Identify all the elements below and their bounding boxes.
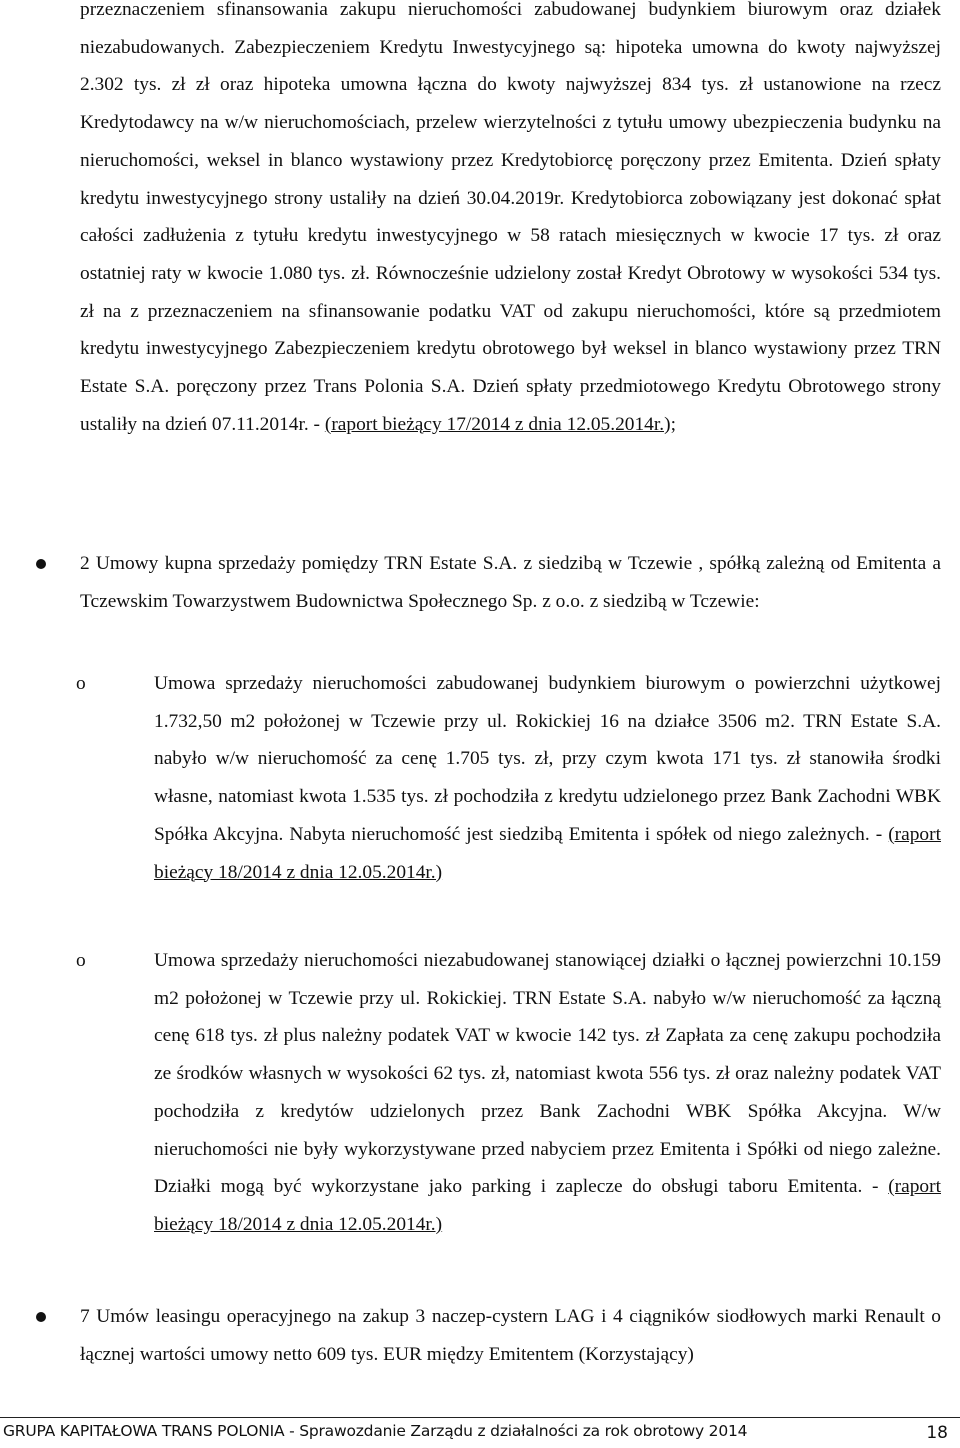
- sub-bullet-marker: o: [76, 673, 86, 694]
- paragraph-credit-details: [80, 0, 941, 443]
- sub-item-undeveloped-plots: [154, 942, 941, 1244]
- page-number: 18: [926, 1423, 948, 1443]
- bullet-purchase-agreements: 2 Umowy kupna sprzedaży pomiędzy TRN Estate S.A. z siedzibą w Tczewie , spółką zależną od Emitenta a Tczewskim Towarzystwem Budownictwa Społecznego Sp. z o.o. z siedzibą w Tczewie:: [80, 553, 941, 612]
- paragraph-credit-text: przeznaczeniem sfinansowania zakupu nieruchomości zabudowanej budynkiem biurowym oraz działek niezabudowanych. Zabezpieczeniem Kredytu Inwestycyjnego są: hipoteka umowna do kwoty najwyższej 2.302 tys. zł zł oraz hipoteka umowna łączna do kwoty najwyższej 834 tys. zł ustanowione na rzecz Kredytodawcy na w/w nieruchomościach, przelew wierzytelności z tytułu umowy ubezpieczenia budynku na nieruchomości, weksel in blanco wystawiony przez Kredytobiorcę poręczony przez Emitenta. Dzień spłaty kredytu inwestycyjnego strony ustaliły na dzień 30.04.2019r. Kredytobiorca zobowiązany jest dokonać spłat całości zadłużenia z tytułu kredytu inwestycyjnego w 58 ratach miesięcznych w kwocie 17 tys. zł oraz ostatniej raty w kwocie 1.080 tys. zł. Równocześnie udzielony został Kredyt Obrotowy w wysokości 534 tys. zł na z przeznaczeniem na sfinansowanie podatku VAT od zakupu nieruchomości, które są przedmiotem kredytu inwestycyjnego Zabezpieczeniem kredytu obrotowego był weksel in blanco wystawiony przez TRN Estate S.A. poręczony przez Trans Polonia S.A. Dzień spłaty przedmiotowego Kredytu Obrotowego strony ustaliły na dzień 07.11.2014r. -: [80, 0, 941, 435]
- footer-divider: [0, 1417, 960, 1418]
- bullet-dot: [36, 559, 46, 569]
- report-link-18-2014-a[interactable]: (raport bieżący 18/2014 z dnia 12.05.2014r.): [154, 823, 941, 883]
- footer-title: GRUPA KAPITAŁOWA TRANS POLONIA - Sprawozdanie Zarządu z działalności za rok obrotowy 2014: [3, 1422, 748, 1440]
- sub-bullet-marker: o: [76, 950, 86, 971]
- sub-item-undeveloped-plots-text: Umowa sprzedaży nieruchomości niezabudowanej stanowiącej działki o łącznej powierzchni 10.159 m2 położonej w Tczewie przy ul. Rokickiej. TRN Estate S.A. nabyło w/w nieruchomość za łączną cenę 618 tys. zł plus należny podatek VAT w kwocie 142 tys. zł Zapłata za cenę zakupu pochodziła ze środków własnych w wysokości 62 tys. zł, natomiast kwota 556 tys. zł oraz należny podatek VAT pochodziła z kredytów udzielonych przez Bank Zachodni WBK Spółka Akcyjna. W/w nieruchomości nie były wykorzystywane przed nabyciem przez Emitenta i Spółki od niego zależne. Działki mogą być wykorzystane jako parking i zaplecze do obsługi taboru Emitenta. -: [154, 950, 941, 1198]
- bullet-leasing-agreements: 7 Umów leasingu operacyjnego na zakup 3 naczep-cystern LAG i 4 ciągników siodłowych marki Renault o łącznej wartości umowy netto 609 tys. EUR między Emitentem (Korzystający): [80, 1306, 941, 1365]
- sub-item-office-building-text: Umowa sprzedaży nieruchomości zabudowanej budynkiem biurowym o powierzchni użytkowej 1.732,50 m2 położonej w Tczewie przy ul. Rokickiej 16 na działce 3506 m2. TRN Estate S.A. nabyło w/w nieruchomość za cenę 1.705 tys. zł, przy czym kwota 171 tys. zł stanowiła środki własne, natomiast kwota 1.535 tys. zł pochodziła z kredytu udzielonego przez Bank Zachodni WBK Spółka Akcyjna. Nabyta nieruchomość jest siedzibą Emitenta i spółek od niego zależnych. -: [154, 673, 941, 845]
- report-link-17-2014[interactable]: (raport bieżący 17/2014 z dnia 12.05.2014r.);: [324, 413, 676, 435]
- sub-item-office-building: [154, 665, 941, 891]
- report-link-18-2014-b[interactable]: (raport bieżący 18/2014 z dnia 12.05.2014r.): [154, 1176, 941, 1235]
- bullet-dot: [36, 1312, 46, 1322]
